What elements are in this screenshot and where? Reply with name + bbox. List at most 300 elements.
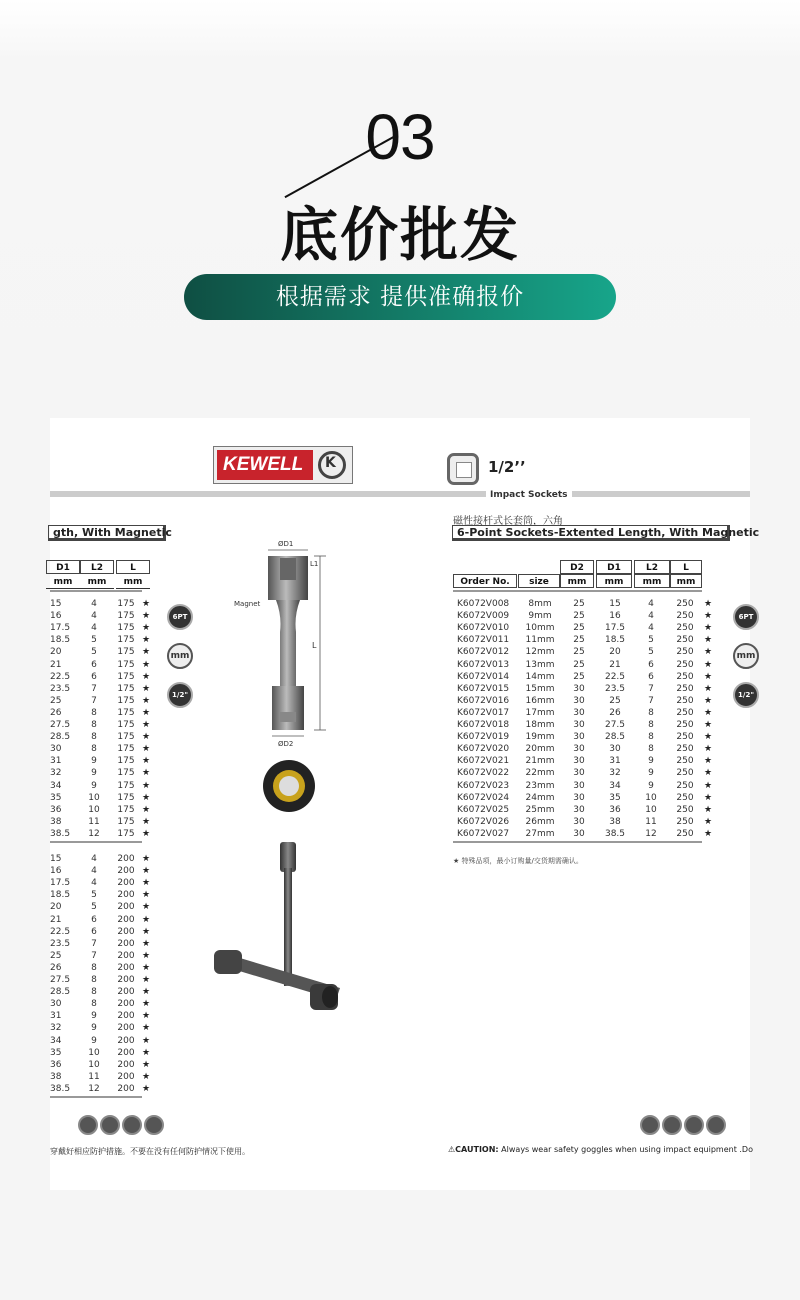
star-mark: ★	[141, 938, 151, 949]
l-value: 200	[117, 890, 135, 901]
order-no: K6072V009	[457, 611, 510, 622]
d1-value: 18.5	[50, 890, 71, 901]
l2-value: 8	[91, 707, 97, 718]
d2-value: 25	[573, 635, 585, 646]
star-mark: ★	[703, 623, 713, 634]
l2-value: 8	[648, 707, 654, 718]
caution-text: Always wear safety goggles when using impact equipment .Do	[501, 1145, 753, 1154]
l2-value: 4	[648, 623, 654, 634]
d1-value: 38.5	[604, 828, 626, 839]
d1-value: 17.5	[604, 623, 626, 634]
l2-value: 4	[91, 611, 97, 622]
d2-value: 25	[573, 623, 585, 634]
star-mark: ★	[703, 732, 713, 743]
size-value: 22mm	[525, 768, 555, 779]
socket-shaft	[276, 600, 300, 686]
l-value: 200	[117, 878, 135, 889]
l-value: 200	[117, 975, 135, 985]
d1-value: 22.5	[50, 671, 71, 682]
l2-value: 12	[88, 1083, 100, 1094]
l-value: 200	[117, 1047, 135, 1058]
badge-0: 6PT	[167, 604, 193, 630]
l2-value: 12	[88, 828, 100, 839]
socket-drive-end	[272, 686, 304, 730]
order-no: K6072V023	[457, 780, 510, 791]
order-no: K6072V013	[457, 659, 510, 670]
order-no: K6072V011	[457, 635, 510, 646]
l2-value: 9	[91, 768, 97, 779]
l2-value: 8	[91, 999, 97, 1010]
l-value: 250	[676, 816, 694, 827]
star-mark: ★	[141, 926, 151, 937]
star-mark: ★	[703, 804, 713, 815]
d1-value: 16	[609, 611, 621, 622]
star-mark: ★	[141, 975, 151, 985]
star-mark: ★	[141, 659, 151, 670]
star-mark: ★	[141, 890, 151, 901]
d2-label: ØD2	[278, 740, 294, 748]
order-no: K6072V021	[457, 756, 510, 767]
d1-value: 22.5	[604, 671, 626, 682]
table-row	[50, 634, 160, 646]
star-mark: ★	[141, 999, 151, 1010]
l-value: 200	[117, 1035, 135, 1046]
l-value: 250	[676, 635, 694, 646]
table-row	[453, 755, 723, 767]
table-row	[50, 683, 160, 695]
l2-value: 5	[91, 635, 97, 646]
table-row	[50, 707, 160, 719]
size-value: 16mm	[525, 695, 555, 706]
table-row	[453, 767, 723, 779]
l-value: 200	[117, 926, 135, 937]
star-mark: ★	[141, 1011, 151, 1022]
earmuff-icon	[706, 1115, 726, 1135]
l2-value: 8	[91, 732, 97, 743]
d1-value: 31	[50, 1011, 62, 1022]
star-mark: ★	[141, 780, 151, 791]
star-mark: ★	[141, 828, 151, 839]
l-value: 250	[676, 732, 694, 743]
star-mark: ★	[703, 659, 713, 670]
table-row	[453, 816, 723, 828]
l-value: 175	[117, 720, 135, 730]
catalog-sheet	[50, 418, 760, 1190]
badge-right-2: 1/2"	[733, 682, 759, 708]
l2-value: 8	[91, 744, 97, 755]
badge-right-1: mm	[733, 643, 759, 669]
l2-value: 11	[88, 816, 100, 827]
left-175-rule	[50, 841, 142, 843]
l2-value: 7	[91, 683, 97, 694]
star-mark: ★	[703, 768, 713, 779]
table-row	[50, 938, 160, 950]
l2-value: 6	[91, 659, 97, 670]
l2-value: 4	[91, 878, 97, 889]
l-value: 200	[117, 1011, 135, 1022]
right-header-rule	[453, 590, 702, 592]
l2-value: 4	[91, 854, 97, 864]
l1-label: L1	[310, 560, 319, 568]
l-value: 175	[117, 611, 135, 622]
l-value: 250	[676, 671, 694, 682]
order-no: K6072V020	[457, 744, 510, 755]
star-mark: ★	[141, 647, 151, 658]
l2-value: 4	[91, 599, 97, 609]
size-value: 12mm	[525, 647, 555, 658]
d2-value: 30	[573, 720, 585, 730]
l-value: 250	[676, 720, 694, 730]
d1-value: 22.5	[50, 926, 71, 937]
table-row	[50, 1035, 160, 1047]
l-value: 175	[117, 756, 135, 767]
drive-size-label: 1/2’’	[488, 458, 526, 476]
star-mark: ★	[141, 768, 151, 779]
table-row	[453, 683, 723, 695]
table-row	[50, 1022, 160, 1034]
table-row	[50, 1059, 160, 1071]
size-value: 18mm	[525, 720, 555, 730]
d1-value: 23.5	[50, 683, 71, 694]
l2-value: 9	[91, 1011, 97, 1022]
l2-value: 10	[645, 792, 657, 803]
order-no: K6072V025	[457, 804, 510, 815]
table-row	[50, 962, 160, 974]
star-mark: ★	[141, 804, 151, 815]
l-value: 250	[676, 611, 694, 622]
table-row	[50, 695, 160, 707]
l2-value: 7	[648, 695, 654, 706]
d1-value: 16	[50, 611, 62, 622]
d1-value: 32	[50, 1023, 62, 1034]
d2-value: 30	[573, 804, 585, 815]
right-body-rule	[453, 841, 702, 843]
star-mark: ★	[141, 695, 151, 706]
section-number: 03	[365, 101, 435, 173]
table-row	[453, 634, 723, 646]
l-value: 200	[117, 866, 135, 877]
mask-icon	[684, 1115, 704, 1135]
l-value: 200	[117, 987, 135, 998]
table-row	[50, 877, 160, 889]
l-value: 200	[117, 902, 135, 913]
d1-value: 30	[50, 744, 62, 755]
l2-value: 4	[648, 599, 654, 609]
l2-value: 11	[88, 1071, 100, 1082]
l-value: 200	[117, 1059, 135, 1070]
badge-1: mm	[167, 643, 193, 669]
star-mark: ★	[141, 611, 151, 622]
socket-diagram	[220, 536, 370, 866]
l2-value: 8	[91, 720, 97, 730]
table-row	[50, 598, 160, 610]
star-mark: ★	[141, 902, 151, 913]
l2-value: 10	[88, 1047, 100, 1058]
l-value: 200	[117, 1023, 135, 1034]
l-value: 175	[117, 659, 135, 670]
table-row	[453, 622, 723, 634]
d1-label: ØD1	[278, 540, 294, 548]
star-mark: ★	[703, 780, 713, 791]
caution-label: CAUTION:	[455, 1145, 499, 1154]
l2-value: 8	[91, 962, 97, 973]
d1-value: 31	[50, 756, 62, 767]
d1-value: 27.5	[50, 975, 71, 985]
size-value: 14mm	[525, 671, 555, 682]
l-value: 175	[117, 780, 135, 791]
table-row	[50, 719, 160, 731]
square-drive-icon	[447, 453, 479, 485]
table-row	[50, 998, 160, 1010]
d1-value: 35	[50, 1047, 62, 1058]
table-row	[50, 1010, 160, 1022]
d2-value: 30	[573, 695, 585, 706]
table-row	[453, 659, 723, 671]
star-mark: ★	[703, 816, 713, 827]
table-row	[50, 804, 160, 816]
d1-value: 21	[50, 659, 62, 670]
d1-value: 28.5	[604, 732, 626, 743]
d1-value: 38.5	[50, 1083, 71, 1094]
order-no: K6072V016	[457, 695, 510, 706]
d1-value: 15	[609, 599, 621, 609]
l-value: 250	[676, 647, 694, 658]
table-row	[453, 804, 723, 816]
l2-value: 4	[91, 866, 97, 877]
size-value: 15mm	[525, 683, 555, 694]
l-value: 200	[117, 1083, 135, 1094]
table-row	[50, 889, 160, 901]
size-value: 10mm	[525, 623, 555, 634]
order-no: K6072V012	[457, 647, 510, 658]
l-value: 250	[676, 683, 694, 694]
right-col-header: L2	[634, 560, 670, 574]
d1-value: 28.5	[50, 732, 71, 743]
table-row	[50, 1083, 160, 1095]
d1-value: 21	[609, 659, 621, 670]
safety-icons-left	[78, 1115, 164, 1135]
table-row	[453, 828, 723, 840]
l-value: 175	[117, 828, 135, 839]
d2-value: 25	[573, 659, 585, 670]
table-row	[50, 767, 160, 779]
right-col-unit: Order No.	[453, 574, 517, 588]
brand-logo-text: KEWELL	[223, 454, 304, 475]
size-value: 11mm	[525, 635, 555, 646]
d1-value: 26	[50, 707, 62, 718]
mask-icon	[122, 1115, 142, 1135]
order-no: K6072V010	[457, 623, 510, 634]
l2-value: 11	[645, 816, 657, 827]
d1-value: 32	[609, 768, 621, 779]
d2-value: 30	[573, 744, 585, 755]
table-row	[50, 780, 160, 792]
l2-value: 5	[91, 647, 97, 658]
l2-value: 6	[91, 914, 97, 925]
star-mark: ★	[141, 962, 151, 973]
page-title: 底价批发	[279, 201, 520, 269]
l2-value: 8	[91, 975, 97, 985]
d1-value: 35	[50, 792, 62, 803]
caution-cn: 穿戴好相应防护措施。不要在没有任何防护情况下使用。	[50, 1147, 250, 1156]
right-subtitle-cn: 磁性接杆式长套筒，六角	[453, 516, 563, 527]
l2-value: 9	[91, 1023, 97, 1034]
d1-value: 30	[50, 999, 62, 1010]
l-value: 250	[676, 780, 694, 791]
d1-value: 38.5	[50, 828, 71, 839]
category-label: Impact Sockets	[486, 490, 572, 500]
star-mark: ★	[141, 623, 151, 634]
l2-value: 5	[91, 902, 97, 913]
l2-value: 7	[91, 695, 97, 706]
l-value: 250	[676, 804, 694, 815]
l-value: 175	[117, 744, 135, 755]
left-col-header: D1	[46, 560, 80, 574]
l2-value: 9	[91, 780, 97, 791]
table-row	[50, 755, 160, 767]
d1-value: 17.5	[50, 878, 71, 889]
d1-value: 27.5	[50, 720, 71, 730]
table-row	[50, 853, 160, 865]
d1-value: 17.5	[50, 623, 71, 634]
l2-value: 9	[91, 756, 97, 767]
l-value: 250	[676, 768, 694, 779]
d1-value: 18.5	[50, 635, 71, 646]
size-value: 23mm	[525, 780, 555, 791]
star-mark: ★	[141, 683, 151, 694]
l-value: 250	[676, 828, 694, 839]
left-table-title: gth, With Magnetic	[48, 525, 166, 541]
star-mark: ★	[703, 828, 713, 839]
l-value: 175	[117, 732, 135, 743]
d1-value: 38	[50, 816, 62, 827]
star-mark: ★	[141, 987, 151, 998]
d1-value: 16	[50, 866, 62, 877]
l-label: L	[312, 641, 317, 650]
d1-value: 31	[609, 756, 621, 767]
star-mark: ★	[703, 671, 713, 682]
table-row	[453, 671, 723, 683]
star-mark: ★	[703, 635, 713, 646]
gloves-icon	[100, 1115, 120, 1135]
warning-icon: ⚠	[448, 1145, 456, 1154]
table-row	[453, 598, 723, 610]
star-mark: ★	[141, 950, 151, 961]
size-value: 26mm	[525, 816, 555, 827]
table-row	[453, 707, 723, 719]
l2-value: 6	[648, 671, 654, 682]
star-mark: ★	[703, 756, 713, 767]
size-value: 17mm	[525, 707, 555, 718]
l-value: 200	[117, 1071, 135, 1082]
size-value: 19mm	[525, 732, 555, 743]
table-row	[50, 974, 160, 986]
l-value: 250	[676, 659, 694, 670]
d1-value: 26	[50, 962, 62, 973]
d2-value: 25	[573, 599, 585, 609]
d1-value: 25	[50, 950, 62, 961]
l-value: 250	[676, 756, 694, 767]
star-mark: ★	[141, 878, 151, 889]
d1-value: 36	[50, 804, 62, 815]
l2-value: 5	[91, 890, 97, 901]
table-row	[50, 646, 160, 658]
table-row	[50, 610, 160, 622]
order-no: K6072V014	[457, 671, 510, 682]
order-no: K6072V017	[457, 707, 510, 718]
l-value: 250	[676, 623, 694, 634]
d2-value: 30	[573, 816, 585, 827]
order-no: K6072V024	[457, 792, 510, 803]
left-200-rule	[50, 1096, 142, 1098]
star-mark: ★	[141, 1023, 151, 1034]
d1-value: 28.5	[50, 987, 71, 998]
table-row	[453, 610, 723, 622]
l-value: 175	[117, 804, 135, 815]
star-mark: ★	[703, 707, 713, 718]
table-row	[50, 671, 160, 683]
l2-value: 6	[648, 659, 654, 670]
l-value: 200	[117, 914, 135, 925]
l2-value: 9	[91, 1035, 97, 1046]
d2-value: 25	[573, 671, 585, 682]
d2-value: 30	[573, 828, 585, 839]
l-value: 175	[117, 792, 135, 803]
l2-value: 10	[88, 804, 100, 815]
l2-value: 6	[91, 671, 97, 682]
star-mark: ★	[703, 792, 713, 803]
l-value: 250	[676, 707, 694, 718]
caution-en	[448, 1145, 753, 1154]
star-mark: ★	[141, 1047, 151, 1058]
l-value: 175	[117, 623, 135, 634]
star-mark: ★	[141, 744, 151, 755]
l-value: 175	[117, 599, 135, 609]
d1-value: 25	[609, 695, 621, 706]
l-value: 175	[117, 768, 135, 779]
star-mark: ★	[141, 1083, 151, 1094]
order-no: K6072V019	[457, 732, 510, 743]
l-value: 250	[676, 792, 694, 803]
l-value: 200	[117, 854, 135, 864]
l2-value: 10	[88, 1059, 100, 1070]
star-mark: ★	[141, 671, 151, 682]
table-row	[50, 792, 160, 804]
star-mark: ★	[703, 744, 713, 755]
left-col-header: L	[116, 560, 150, 574]
l2-value: 8	[648, 744, 654, 755]
right-col-header: L	[670, 560, 702, 574]
size-value: 24mm	[525, 792, 555, 803]
badge-2: 1/2"	[167, 682, 193, 708]
order-no: K6072V008	[457, 599, 510, 609]
table-row	[50, 950, 160, 962]
magnet-label: Magnet	[234, 600, 261, 608]
left-col-unit: mm	[80, 575, 114, 589]
l2-value: 7	[648, 683, 654, 694]
left-col-unit: mm	[46, 575, 80, 589]
l2-value: 6	[91, 926, 97, 937]
star-mark: ★	[141, 1071, 151, 1082]
gloves-icon	[662, 1115, 682, 1135]
star-mark: ★	[703, 647, 713, 658]
l-value: 175	[117, 707, 135, 718]
size-value: 20mm	[525, 744, 555, 755]
size-value: 21mm	[525, 756, 555, 767]
order-no: K6072V027	[457, 828, 510, 839]
l2-value: 7	[91, 950, 97, 961]
table-row	[50, 986, 160, 998]
